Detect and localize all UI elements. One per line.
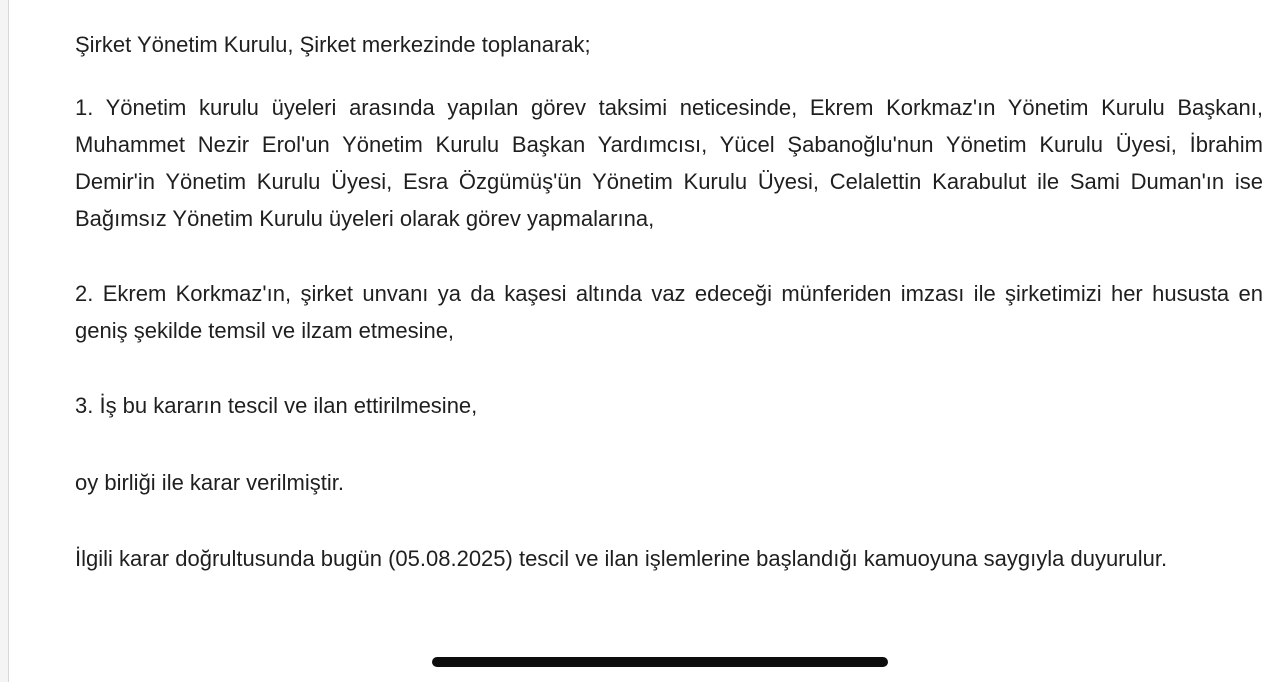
- document-body: [75, 26, 1263, 577]
- item-3-paragraph: 3. İş bu kararın tescil ve ilan ettirilmesine,: [75, 393, 478, 418]
- item-2-paragraph: 2. Ekrem Korkmaz'ın, şirket unvanı ya da kaşesi altında vaz edeceği münferiden imzası ile şirketimizi her hususta en geniş şekilde temsil ve ilzam etmesine,: [75, 281, 1263, 343]
- decision-paragraph: oy birliği ile karar verilmiştir.: [75, 470, 344, 495]
- home-indicator-bar[interactable]: [432, 657, 888, 667]
- item-1-paragraph: 1. Yönetim kurulu üyeleri arasında yapılan görev taksimi neticesinde, Ekrem Korkmaz'ın Yönetim Kurulu Başkanı, Muhammet Nezir Erol'un Yönetim Kurulu Başkan Yardımcısı, Yücel Şabanoğlu'nun Yönetim Kurulu Üyesi, İbrahim Demir'in Yönetim Kurulu Üyesi, Esra Özgümüş'ün Yönetim Kurulu Üyesi, Celalettin Karabulut ile Sami Duman'ın ise Bağımsız Yönetim Kurulu üyeleri olarak görev yapmalarına,: [75, 95, 1263, 231]
- intro-paragraph: Şirket Yönetim Kurulu, Şirket merkezinde toplanarak;: [75, 32, 591, 57]
- announcement-paragraph: İlgili karar doğrultusunda bugün (05.08.2025) tescil ve ilan işlemlerine başlandığı kamuoyuna saygıyla duyurulur.: [75, 546, 1168, 571]
- document-sheet: [8, 0, 1280, 682]
